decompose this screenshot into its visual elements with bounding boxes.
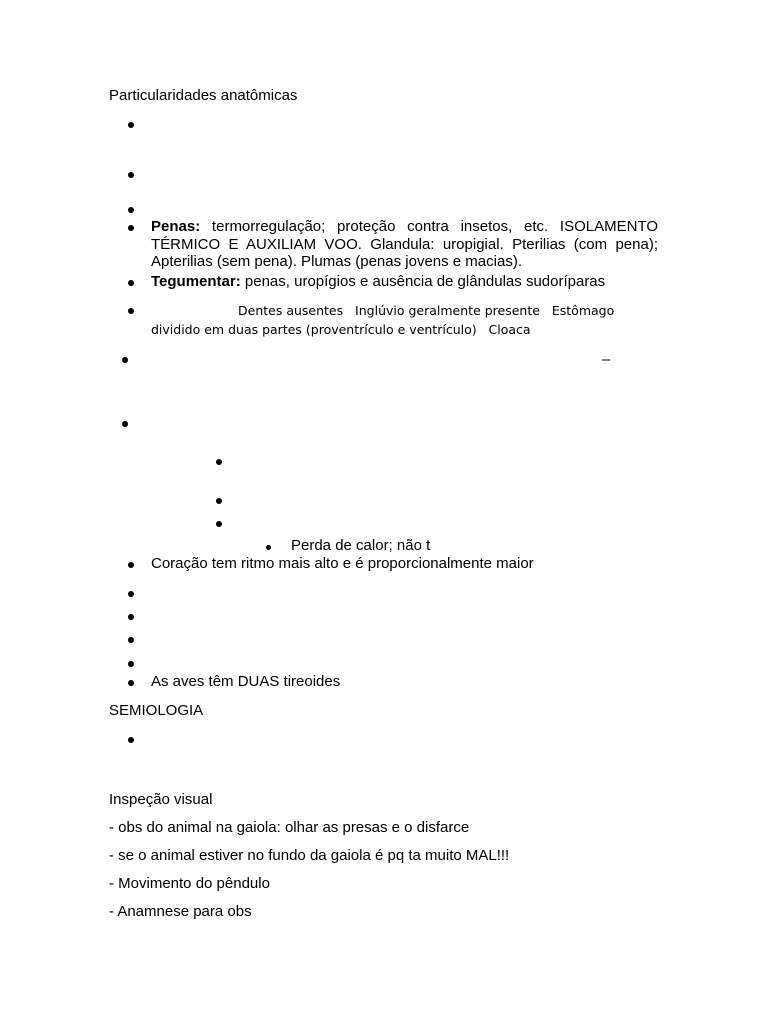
line-obs-gaiola: - obs do animal na gaiola: olhar as presas e o disfarce <box>109 819 470 836</box>
sub-bullet-empty-3 <box>216 521 222 527</box>
coracao-text: Coração tem ritmo mais alto e é proporcionalmente maior <box>151 555 534 572</box>
sub-sub-bullet-perda <box>266 545 271 550</box>
tegumentar-text: penas, uropígios e ausência de glândulas sudoríparas <box>240 273 606 290</box>
line-fundo-gaiola: - se o animal estiver no fundo da gaiola é pq ta muito MAL!!! <box>109 847 510 864</box>
penas-text: termorregulação; proteção contra insetos, etc. ISOLAMENTO TÉRMICO E AUXILIAM VOO. Glandula: uropigial. Pterilias (com pena); Apterilias (sem pena). Plumas (penas jovens e macias). <box>151 218 658 270</box>
line-pendulo: - Movimento do pêndulo <box>109 875 270 892</box>
bullet-empty-9 <box>128 661 134 667</box>
bullet-coracao <box>128 562 134 568</box>
dash-mark: – <box>602 351 611 368</box>
bullet-empty-7 <box>128 614 134 620</box>
digestivo-line-1: Dentes ausentes Inglúvio geralmente presente Estômago <box>238 303 615 318</box>
heading-inspecao: Inspeção visual <box>109 791 213 808</box>
heading-particularidades: Particularidades anatômicas <box>109 87 298 104</box>
bullet-empty-2 <box>128 172 134 178</box>
bullet-empty-8 <box>128 637 134 643</box>
digestivo-line-2: dividido em duas partes (proventrículo e ventrículo) Cloaca <box>151 322 531 337</box>
bullet-empty-3 <box>128 207 134 213</box>
line-anamnese: - Anamnese para obs <box>109 903 252 920</box>
tegumentar-label: Tegumentar: <box>151 273 241 290</box>
tireoides-text: As aves têm DUAS tireoides <box>151 673 341 690</box>
bullet-tegumentar <box>128 280 134 286</box>
bullet-tireoides <box>128 680 134 686</box>
bullet-empty-6 <box>128 591 134 597</box>
penas-label: Penas: <box>151 218 201 235</box>
tegumentar-paragraph <box>151 273 658 291</box>
bullet-penas <box>128 225 134 231</box>
bullet-empty-5 <box>122 421 128 427</box>
penas-paragraph <box>151 218 658 271</box>
heading-semiologia: SEMIOLOGIA <box>109 702 204 719</box>
perda-calor-text: Perda de calor; não t <box>291 537 431 554</box>
sub-bullet-empty-1 <box>216 459 222 465</box>
sub-bullet-empty-2 <box>216 498 222 504</box>
bullet-empty-10 <box>128 737 134 743</box>
bullet-empty-1 <box>128 122 134 128</box>
bullet-empty-4 <box>122 357 128 363</box>
bullet-digestivo <box>128 308 134 314</box>
